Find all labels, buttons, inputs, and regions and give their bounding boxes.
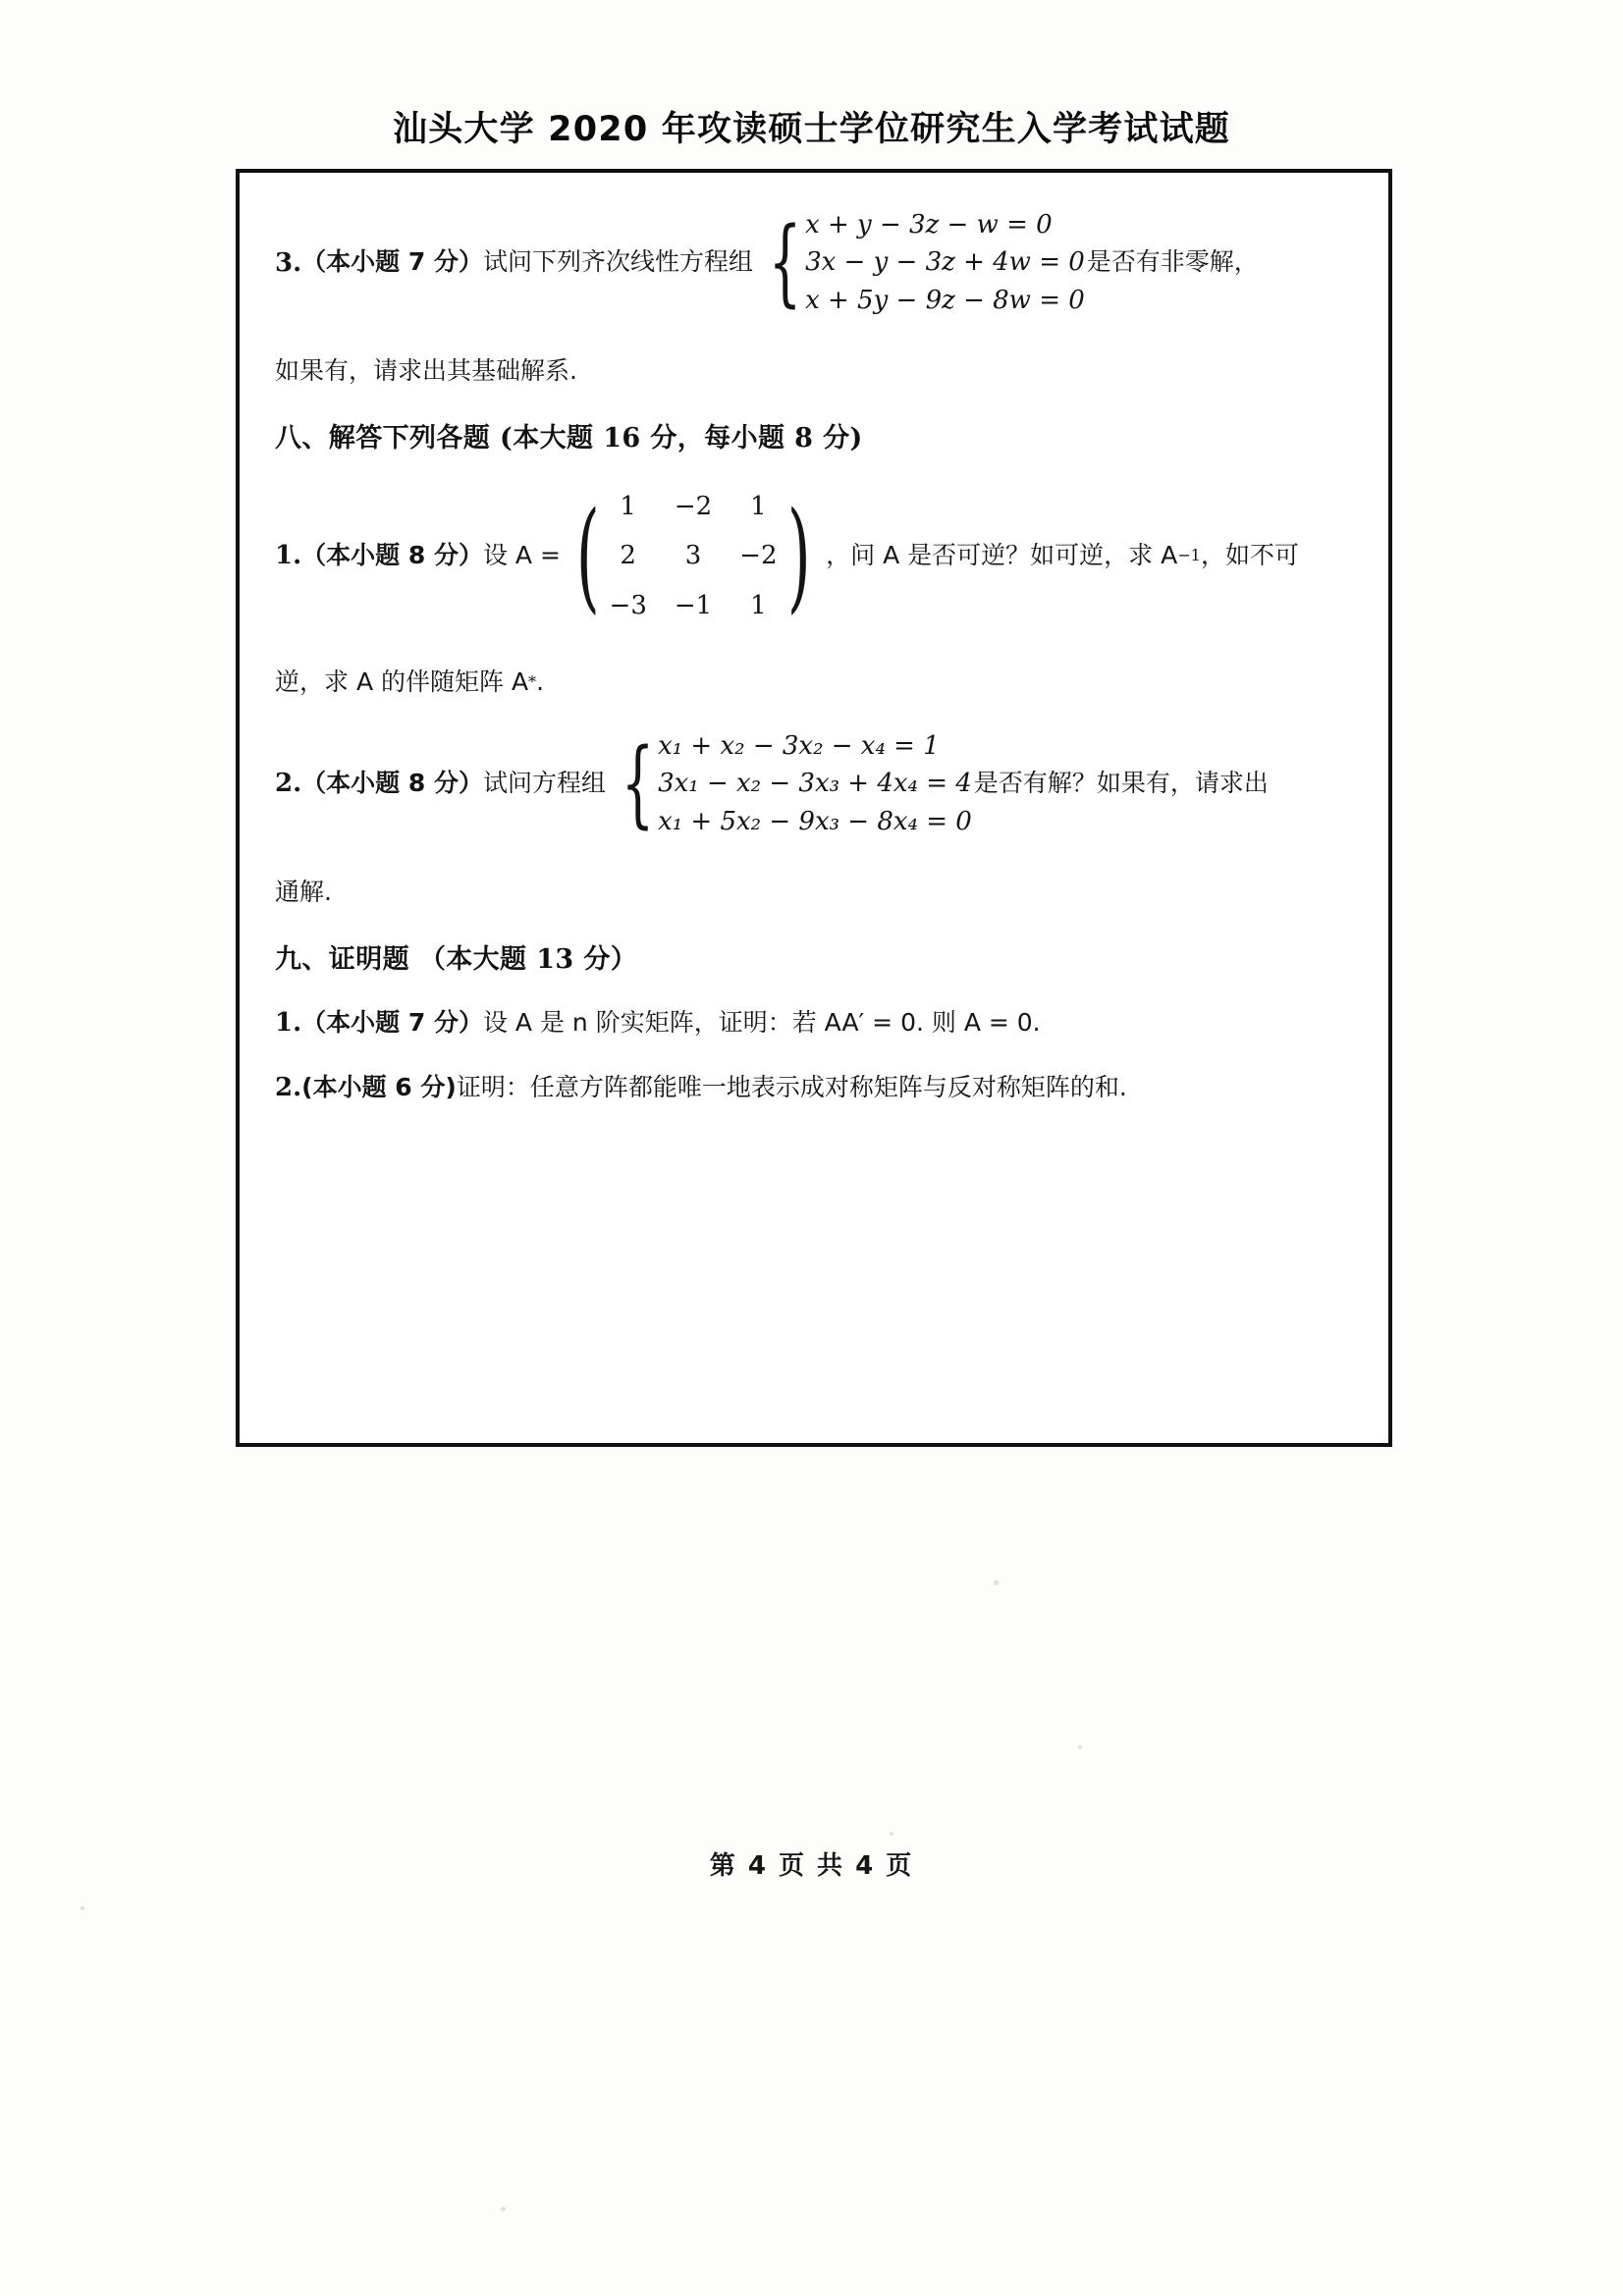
scan-speckle <box>1078 1745 1082 1749</box>
problem-9-1-text: 设 A 是 n 阶实矩阵，证明：若 AA′ = 0. 则 A = 0. <box>482 1007 1041 1037</box>
problem-points: （本小题 7 分） <box>301 1007 483 1037</box>
equation-line: x + 5y − 9z − 8w = 0 <box>805 285 1085 315</box>
problem-8-2 <box>275 727 1359 840</box>
left-brace-icon: { <box>621 728 655 839</box>
matrix-cell: −3 <box>609 590 647 620</box>
problem-stem-before: 试问下列齐次线性方程组 <box>482 247 753 277</box>
equation-system <box>608 727 972 840</box>
problem-number: 1. <box>275 541 302 571</box>
problem-stem-after: 是否有非零解， <box>1086 247 1259 277</box>
scan-speckle <box>890 1832 893 1836</box>
section-heading-9-points: （本大题 13 分） <box>418 943 638 975</box>
problem-number: 3. <box>275 247 302 278</box>
problem-number: 2. <box>275 769 302 799</box>
matrix-row <box>596 581 791 630</box>
equation-line: 3x − y − 3z + 4w = 0 <box>805 247 1085 278</box>
problem-stem-after: 是否有解？如果有，请求出 <box>973 769 1269 798</box>
left-brace-icon: { <box>768 207 802 318</box>
matrix-cell: 3 <box>684 541 702 571</box>
equation-line: x₁ + 5x₂ − 9x₃ − 8x₄ = 0 <box>658 806 972 836</box>
problem-8-1-line2 <box>275 664 1359 702</box>
exam-content-box <box>236 169 1392 1447</box>
page-title: 汕头大学 2020 年攻读硕士学位研究生入学考试试题 <box>393 110 1230 149</box>
problem-number: 2. <box>275 1073 302 1103</box>
problem-text-after-3: ，如不可 <box>1200 541 1299 570</box>
section-heading-8 <box>275 416 1359 454</box>
problem-stem-before: 试问方程组 <box>482 769 606 798</box>
equation-line: x + y − 3z − w = 0 <box>805 210 1053 240</box>
page-footer: 第 4 页 共 4 页 <box>709 1851 914 1881</box>
problem-number: 1. <box>275 1007 302 1038</box>
adjugate-star: * <box>528 671 537 691</box>
equation-line: 3x₁ − x₂ − 3x₃ + 4x₄ = 4 <box>658 769 972 799</box>
scan-speckle <box>501 2207 506 2212</box>
problem-points: （本小题 7 分） <box>301 247 483 277</box>
section-heading-9 <box>275 937 1359 976</box>
problem-9-2 <box>275 1068 1359 1107</box>
matrix-cell: −2 <box>674 492 713 522</box>
scan-speckle <box>81 1906 84 1910</box>
inverse-exponent: −1 <box>1177 546 1201 565</box>
right-paren-icon: ) <box>786 485 811 625</box>
matrix-cell: 2 <box>620 541 636 571</box>
section-heading-8-points: (本大题 16 分，每小题 8 分) <box>500 423 863 454</box>
matrix-cell: −1 <box>674 590 713 620</box>
problem-9-2-text: 证明：任意方阵都能唯一地表示成对称矩阵与反对称矩阵的和. <box>456 1073 1127 1102</box>
section-heading-8-title: 八、解答下列各题 <box>275 423 491 454</box>
scan-speckle <box>994 1580 999 1585</box>
problem-8-1-line2-text: 逆，求 A 的伴随矩阵 A <box>275 667 529 697</box>
problem-carryover-3 <box>275 206 1359 319</box>
section-heading-9-title: 九、证明题 <box>275 943 409 975</box>
problem-8-1-line2-period: . <box>536 667 545 697</box>
equation-line: x₁ + x₂ − 3x₂ − x₄ = 1 <box>658 730 940 761</box>
problem-8-1 <box>275 482 1359 630</box>
matrix-A <box>565 482 822 630</box>
matrix-cell: 1 <box>750 590 767 620</box>
matrix-row <box>596 531 791 580</box>
problem-text-before: 设 A = <box>482 541 561 570</box>
problem-carryover-3-continuation: 如果有，请求出其基础解系. <box>275 356 577 386</box>
matrix-row <box>596 482 791 531</box>
problem-text-after-2: 求 A <box>1128 541 1178 570</box>
problem-points: （本小题 8 分） <box>301 541 483 570</box>
problem-text-after-1: ，问 A 是否可逆？如可逆， <box>826 541 1129 570</box>
matrix-cell: −2 <box>739 541 778 571</box>
matrix-cell: 1 <box>750 492 767 522</box>
problem-points: （本小题 8 分） <box>301 769 483 798</box>
left-paren-icon: ( <box>575 485 600 625</box>
problem-8-2-continuation: 通解. <box>275 878 332 907</box>
matrix-cell: 1 <box>620 492 636 522</box>
equation-system <box>755 206 1085 319</box>
problem-points: (本小题 6 分) <box>301 1073 457 1102</box>
problem-9-1 <box>275 1003 1359 1042</box>
